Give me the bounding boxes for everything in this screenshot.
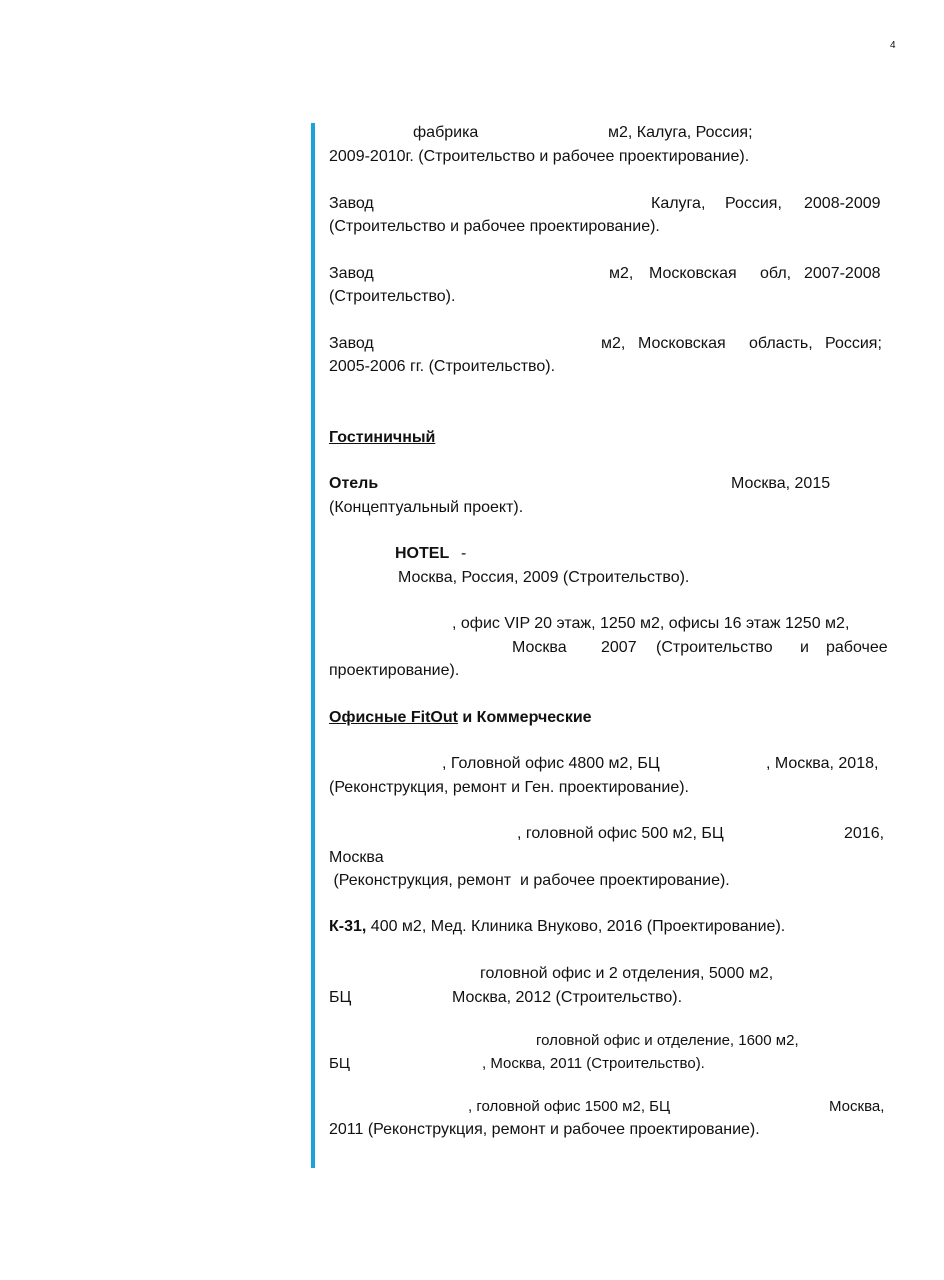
- entry-text: Завод: [329, 195, 374, 212]
- entry-text: область,: [749, 335, 813, 352]
- entry-text: головной офис и отделение, 1600 м2,: [536, 1032, 799, 1049]
- entry-text: БЦ: [329, 989, 352, 1006]
- entry-text: Москва, 2012 (Строительство).: [452, 989, 683, 1006]
- entry-text: , Москва, 2011 (Строительство).: [482, 1055, 705, 1072]
- section-heading-office-underlined: Офисные FitOut: [329, 709, 458, 726]
- entry-text: проектирование).: [329, 662, 460, 679]
- entry-text: , Москва, 2018,: [766, 755, 879, 772]
- entry-text: (Концептуальный проект).: [329, 499, 524, 516]
- entry-text: , головной офис 500 м2, БЦ: [517, 825, 724, 842]
- entry-text: , Головной офис 4800 м2, БЦ: [442, 755, 660, 772]
- entry-text: БЦ: [329, 1055, 350, 1072]
- entry-text: 2016,: [844, 825, 885, 842]
- page-number: 4: [890, 40, 896, 51]
- entry-text: головной офис и 2 отделения, 5000 м2,: [480, 965, 774, 982]
- entry-text: 2009-2010г. (Строительство и рабочее проектирование).: [329, 148, 750, 165]
- section-heading-hotel: Гостиничный: [329, 429, 436, 446]
- entry-text: Москва, Россия, 2009 (Строительство).: [398, 569, 690, 586]
- hotel-name: Отель: [329, 475, 379, 492]
- hotel-name: HOTEL: [395, 545, 450, 562]
- entry-text: Московская: [649, 265, 737, 282]
- section-heading-office: [329, 706, 592, 729]
- entry-text: Москва: [329, 849, 384, 866]
- entry-text: Москва, 2015: [731, 475, 831, 492]
- entry-text: (Реконструкция, ремонт и Ген. проектирование).: [329, 779, 689, 796]
- entry-text: м2,: [601, 335, 626, 352]
- entry-text: Завод: [329, 335, 374, 352]
- entry-text: , головной офис 1500 м2, БЦ: [468, 1098, 671, 1115]
- entry-text: обл,: [760, 265, 792, 282]
- entry-text: Московская: [638, 335, 726, 352]
- entry-text: Москва: [512, 639, 567, 656]
- entry-text: фабрика: [413, 124, 479, 141]
- entry-text: Калуга,: [651, 195, 706, 212]
- entry-text: 2007: [601, 639, 637, 656]
- entry-text: (Строительство).: [329, 288, 456, 305]
- entry-text: (Строительство и рабочее проектирование).: [329, 218, 660, 235]
- entry-text: (Строительство: [656, 639, 773, 656]
- entry-text: Москва,: [829, 1098, 885, 1115]
- entry-text: , офис VIP 20 этаж, 1250 м2, офисы 16 этаж 1250 м2,: [452, 615, 850, 632]
- entry-text: и: [800, 639, 809, 656]
- entry-text: рабочее: [826, 639, 888, 656]
- entry-text: -: [461, 545, 467, 562]
- entry-text: Россия;: [825, 335, 882, 352]
- entry-text: Завод: [329, 265, 374, 282]
- entry-text: 400 м2, Мед. Клиника Внуково, 2016 (Проектирование).: [366, 918, 786, 935]
- accent-bar: [311, 123, 315, 1168]
- clinic-name: К-31,: [329, 918, 367, 935]
- entry-text: Россия,: [725, 195, 782, 212]
- entry-text: (Реконструкция, ремонт и рабочее проектирование).: [329, 872, 730, 889]
- entry-text: 2011 (Реконструкция, ремонт и рабочее проектирование).: [329, 1121, 760, 1138]
- entry-text: 2007-2008: [804, 265, 881, 282]
- section-heading-office-rest: и Коммерческие: [457, 709, 592, 726]
- entry-text: 2008-2009: [804, 195, 881, 212]
- entry-text: 2005-2006 гг. (Строительство).: [329, 358, 556, 375]
- entry-text: м2, Калуга, Россия;: [608, 124, 753, 141]
- entry-line: [329, 915, 785, 938]
- entry-text: м2,: [609, 265, 634, 282]
